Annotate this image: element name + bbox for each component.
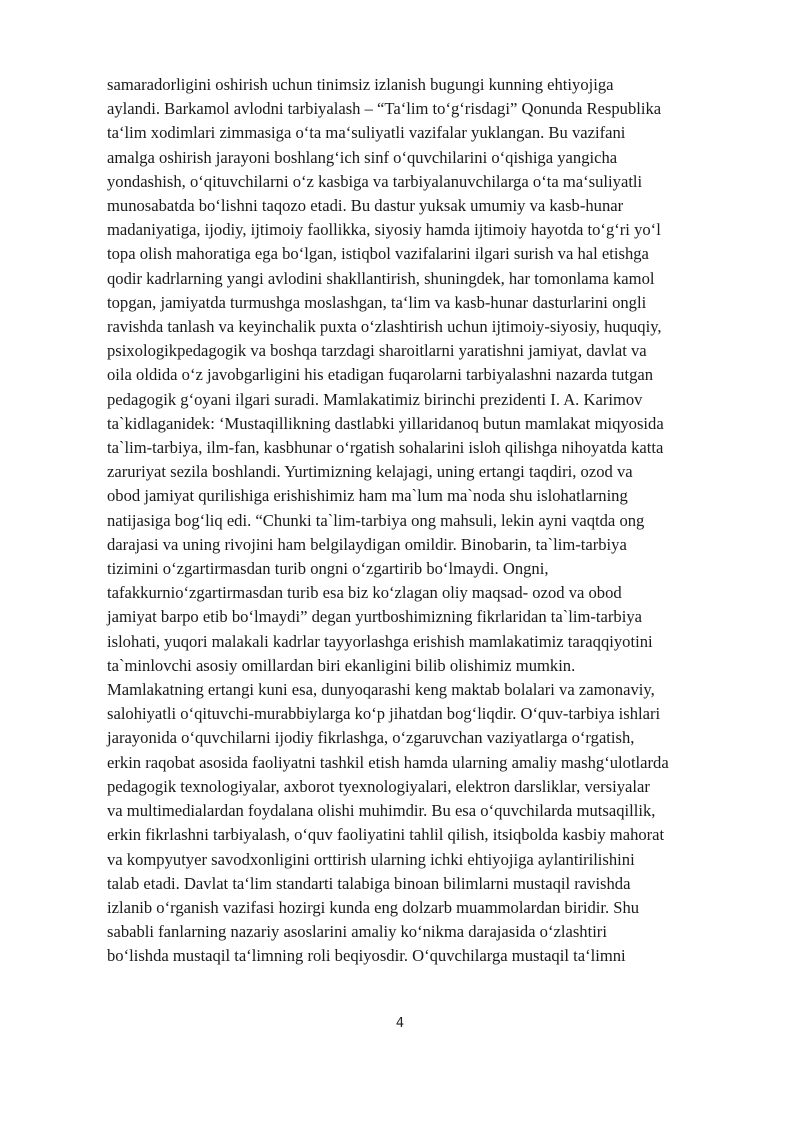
text-line: madaniyatiga, ijodiy, ijtimoiy faollikka, siyosiy hamda ijtimoiy hayotda to‘g‘ri yo‘l [107, 220, 661, 240]
text-line: pedagogik texnologiyalar, axborot tyexnologiyalari, elektron darsliklar, versiyalar [107, 776, 650, 796]
text-line: qodir kadrlarning yangi avlodini shakllantirish, shuningdek, har tomonlama kamol [107, 268, 655, 288]
text-line: yondashish, o‘qituvchilarni o‘z kasbiga va tarbiyalanuvchilarga o‘ta ma‘suliyatli [107, 171, 643, 191]
page-number: 4 [395, 1016, 405, 1031]
text-line: jarayonida o‘quvchilarni ijodiy fikrlashga, o‘zgaruvchan vaziyatlarga o‘rgatish, [107, 728, 635, 748]
text-line: sababli fanlarning nazariy asoslarini amaliy ko‘nikma darajasida o‘zlashtiri [107, 922, 607, 942]
text-line: oila oldida o‘z javobgarligini his etadigan fuqarolarni tarbiyalashni nazarda tutgan [107, 365, 654, 385]
text-line: ta‘lim xodimlari zimmasiga o‘ta ma‘suliyatli vazifalar yuklangan. Bu vazifani [107, 123, 626, 143]
text-line: obod jamiyat qurilishiga erishishimiz ham ma`lum ma`noda shu islohatlarning [107, 486, 628, 506]
text-line: darajasi va uning rivojini ham belgilaydigan omildir. Binobarin, ta`lim-tarbiya [107, 534, 627, 554]
text-line: ta`minlovchi asosiy omillardan biri ekanligini bilib olishimiz mumkin. [107, 655, 576, 675]
text-line: topgan, jamiyatda turmushga moslashgan, ta‘lim va kasb-hunar dasturlarini ongli [107, 292, 647, 312]
text-line: bo‘lishda mustaqil ta‘limning roli beqiyosdir. O‘quvchilarga mustaqil ta‘limni [107, 946, 626, 966]
text-line: zaruriyat sezila boshlandi. Yurtimizning kelajagi, uning ertangi taqdiri, ozod va [107, 462, 633, 482]
text-line: topa olish mahoratiga ega bo‘lgan, istiqbol vazifalarini ilgari surish va hal etishga [107, 244, 649, 264]
text-line: va kompyutyer savodxonligini orttirish ularning ichki ehtiyojiga aylantirilishini [107, 849, 635, 869]
text-line: natijasiga bog‘liq edi. “Chunki ta`lim-tarbiya ong mahsuli, lekin ayni vaqtda ong [107, 510, 645, 530]
text-line: ta`kidlaganidek: ‘Mustaqillikning dastlabki yillaridanoq butun mamlakat miqyosida [107, 413, 664, 433]
text-line: islohati, yuqori malakali kadrlar tayyorlashga erishish mamlakatimiz taraqqiyotini [107, 631, 653, 651]
text-line: amalga oshirish jarayoni boshlang‘ich sinf o‘quvchilarini o‘qishiga yangicha [107, 147, 618, 167]
text-line: izlanib o‘rganish vazifasi hozirgi kunda eng dolzarb muammolardan biridir. Shu [107, 897, 640, 917]
text-line: ta`lim-tarbiya, ilm-fan, kasbhunar o‘rgatish sohalarini isloh qilishga nihoyatda katta [107, 438, 664, 458]
text-line: psixologikpedagogik va boshqa tarzdagi sharoitlarni yaratishni jamiyat, davlat va [107, 341, 647, 361]
text-line: pedagogik g‘oyani ilgari suradi. Mamlakatimiz birinchi prezidenti I. A. Karimov [107, 389, 643, 409]
text-line: erkin fikrlashni tarbiyalash, o‘quv faoliyatini tahlil qilish, itsiqbolda kasbiy mahorat [107, 825, 665, 845]
text-line: salohiyatli o‘qituvchi-murabbiylarga ko‘p jihatdan bog‘liqdir. O‘quv-tarbiya ishlari [107, 704, 661, 724]
text-line: samaradorligini oshirish uchun tinimsiz izlanish bugungi kunning ehtiyojiga [107, 75, 614, 94]
text-line: tizimini o‘zgartirmasdan turib ongni o‘zgartirib bo‘lmaydi. Ongni, [107, 559, 549, 579]
text-line: jamiyat barpo etib bo‘lmaydi” degan yurtboshimizning fikrlaridan ta`lim-tarbiya [107, 607, 642, 627]
body-paragraph [107, 73, 747, 969]
text-line: Mamlakatning ertangi kuni esa, dunyoqarashi keng maktab bolalari va zamonaviy, [107, 680, 655, 700]
text-line: erkin raqobat asosida faoliyatni tashkil etish hamda ularning amaliy mashg‘ulotlarda [107, 752, 669, 772]
text-line: munosabatda bo‘lishni taqozo etadi. Bu dastur yuksak umumiy va kasb-hunar [107, 196, 624, 216]
text-line: aylandi. Barkamol avlodni tarbiyalash – “Ta‘lim to‘g‘risdagi” Qonunda Respublika [107, 99, 662, 119]
text-line: tafakkurnio‘zgartirmasdan turib esa biz ko‘zlagan oliy maqsad- ozod va obod [107, 583, 622, 603]
text-line: talab etadi. Davlat ta‘lim standarti talabiga binoan bilimlarni mustaqil ravishda [107, 873, 631, 893]
text-line: ravishda tanlash va keyinchalik puxta o‘zlashtirish uchun ijtimoiy-siyosiy, huquqiy, [107, 317, 662, 337]
text-line: va multimedialardan foydalana olishi muhimdir. Bu esa o‘quvchilarda mutsaqillik, [107, 801, 656, 821]
